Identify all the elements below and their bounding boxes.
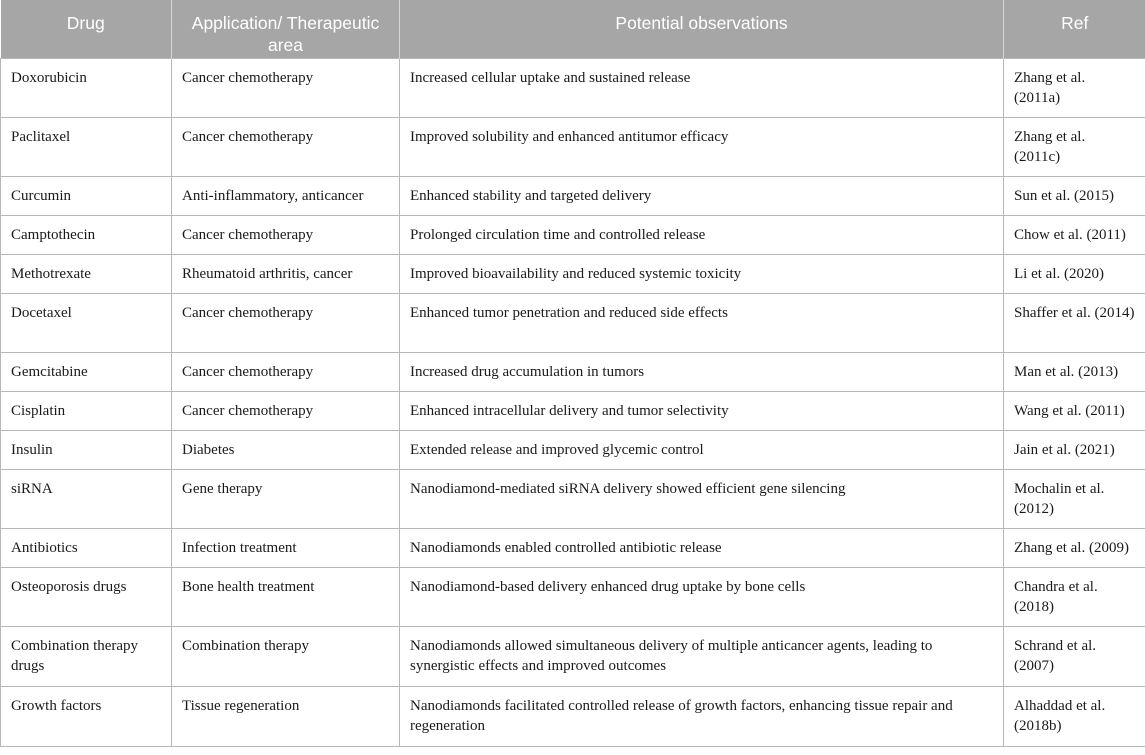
table-row xyxy=(1,469,1145,528)
cell-drug: Docetaxel xyxy=(1,293,172,352)
cell-application: Gene therapy xyxy=(172,469,400,528)
table-row xyxy=(1,352,1145,391)
cell-ref: Zhang et al. (2009) xyxy=(1004,528,1145,567)
table-row xyxy=(1,626,1145,686)
cell-drug: Growth factors xyxy=(1,686,172,746)
cell-application: Cancer chemotherapy xyxy=(172,117,400,176)
cell-application: Rheumatoid arthritis, cancer xyxy=(172,254,400,293)
cell-observation: Enhanced intracellular delivery and tumor selectivity xyxy=(400,391,1004,430)
table-row xyxy=(1,430,1145,469)
cell-application: Combination therapy xyxy=(172,626,400,686)
table-row xyxy=(1,117,1145,176)
table-row xyxy=(1,215,1145,254)
table-row xyxy=(1,58,1145,117)
cell-drug: Antibiotics xyxy=(1,528,172,567)
cell-application: Anti-inflammatory, anticancer xyxy=(172,176,400,215)
header-row xyxy=(1,0,1145,58)
cell-observation: Nanodiamonds facilitated controlled release of growth factors, enhancing tissue repair and regeneration xyxy=(400,686,1004,746)
cell-ref: Sun et al. (2015) xyxy=(1004,176,1145,215)
cell-ref: Wang et al. (2011) xyxy=(1004,391,1145,430)
cell-drug: Curcumin xyxy=(1,176,172,215)
cell-ref: Alhaddad et al. (2018b) xyxy=(1004,686,1145,746)
cell-application: Infection treatment xyxy=(172,528,400,567)
cell-ref: Li et al. (2020) xyxy=(1004,254,1145,293)
cell-application: Cancer chemotherapy xyxy=(172,58,400,117)
header-observations: Potential observations xyxy=(400,0,1004,58)
cell-observation: Nanodiamonds enabled controlled antibiotic release xyxy=(400,528,1004,567)
cell-application: Cancer chemotherapy xyxy=(172,391,400,430)
cell-drug: Gemcitabine xyxy=(1,352,172,391)
cell-observation: Increased drug accumulation in tumors xyxy=(400,352,1004,391)
cell-drug: Camptothecin xyxy=(1,215,172,254)
cell-ref: Chandra et al. (2018) xyxy=(1004,567,1145,626)
table-row xyxy=(1,686,1145,746)
cell-application: Tissue regeneration xyxy=(172,686,400,746)
cell-application: Cancer chemotherapy xyxy=(172,352,400,391)
cell-observation: Improved bioavailability and reduced systemic toxicity xyxy=(400,254,1004,293)
cell-observation: Prolonged circulation time and controlled release xyxy=(400,215,1004,254)
table-row xyxy=(1,293,1145,352)
cell-application: Cancer chemotherapy xyxy=(172,215,400,254)
cell-ref: Shaffer et al. (2014) xyxy=(1004,293,1145,352)
cell-drug: Combination therapy drugs xyxy=(1,626,172,686)
cell-drug: Cisplatin xyxy=(1,391,172,430)
cell-observation: Nanodiamond-based delivery enhanced drug uptake by bone cells xyxy=(400,567,1004,626)
cell-observation: Nanodiamonds allowed simultaneous delivery of multiple anticancer agents, leading to synergistic effects and improved outcomes xyxy=(400,626,1004,686)
cell-drug: Paclitaxel xyxy=(1,117,172,176)
header-drug: Drug xyxy=(1,0,172,58)
cell-drug: Doxorubicin xyxy=(1,58,172,117)
table-row xyxy=(1,567,1145,626)
table-row xyxy=(1,528,1145,567)
cell-observation: Nanodiamond-mediated siRNA delivery showed efficient gene silencing xyxy=(400,469,1004,528)
header-ref: Ref xyxy=(1004,0,1145,58)
cell-application: Bone health treatment xyxy=(172,567,400,626)
cell-observation: Increased cellular uptake and sustained release xyxy=(400,58,1004,117)
table-row xyxy=(1,391,1145,430)
cell-drug: Methotrexate xyxy=(1,254,172,293)
cell-observation: Enhanced stability and targeted delivery xyxy=(400,176,1004,215)
header-application: Application/ Therapeutic area xyxy=(172,0,400,58)
cell-ref: Zhang et al. (2011a) xyxy=(1004,58,1145,117)
cell-ref: Jain et al. (2021) xyxy=(1004,430,1145,469)
cell-application: Diabetes xyxy=(172,430,400,469)
cell-ref: Zhang et al. (2011c) xyxy=(1004,117,1145,176)
table-row xyxy=(1,254,1145,293)
cell-application: Cancer chemotherapy xyxy=(172,293,400,352)
cell-observation: Extended release and improved glycemic control xyxy=(400,430,1004,469)
cell-observation: Enhanced tumor penetration and reduced side effects xyxy=(400,293,1004,352)
cell-drug: Insulin xyxy=(1,430,172,469)
cell-ref: Man et al. (2013) xyxy=(1004,352,1145,391)
cell-ref: Schrand et al. (2007) xyxy=(1004,626,1145,686)
table-row xyxy=(1,176,1145,215)
cell-observation: Improved solubility and enhanced antitumor efficacy xyxy=(400,117,1004,176)
cell-ref: Mochalin et al. (2012) xyxy=(1004,469,1145,528)
cell-drug: siRNA xyxy=(1,469,172,528)
cell-drug: Osteoporosis drugs xyxy=(1,567,172,626)
cell-ref: Chow et al. (2011) xyxy=(1004,215,1145,254)
